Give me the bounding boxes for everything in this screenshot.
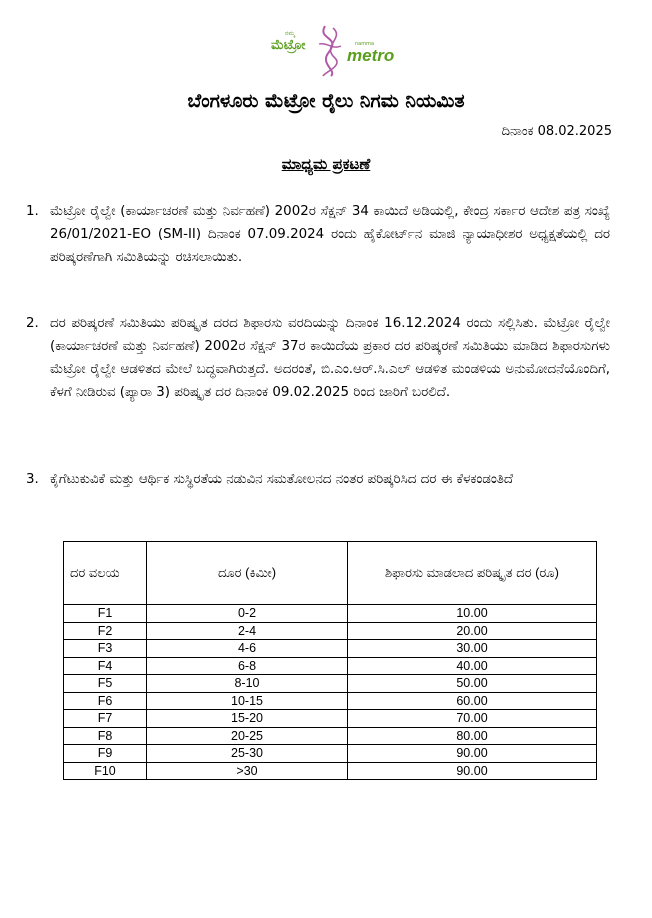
logo-english-small: namma xyxy=(355,41,375,47)
fare-cell: 40.00 xyxy=(348,657,597,675)
distance-cell: 2-4 xyxy=(147,622,348,640)
fare-zone-cell: F8 xyxy=(64,727,147,745)
document-date: ದಿನಾಂಕ 08.02.2025 xyxy=(501,124,612,139)
fare-zone-cell: F1 xyxy=(64,605,147,623)
table-row xyxy=(64,605,597,623)
paragraph-text: ಮೆಟ್ರೋ ರೈಲ್ವೇ (ಕಾರ್ಯಾಚರಣೆ ಮತ್ತು ನಿರ್ವಹಣೆ) 2002ರ ಸೆಕ್ಷನ್ 34 ಕಾಯಿದೆ ಅಡಿಯಲ್ಲಿ, ಕೇಂದ್ರ ಸರ್ಕಾರ ಆದೇಶ ಪತ್ರ ಸಂಖ್ಯೆ 26/01/2021-EO (SM-II) ದಿನಾಂಕ 07.09.2024 ರಂದು ಹೈಕೋರ್ಟ್‌ನ ಮಾಜಿ ನ್ಯಾಯಾಧೀಶರ ಅಧ್ಯಕ್ಷತೆಯಲ್ಲಿ ದರ ಪರಿಷ್ಕರಣೆಗಾಗಿ ಸಮಿತಿಯನ್ನು ರಚಿಸಲಾಯಿತು. xyxy=(50,204,610,265)
header-distance: ದೂರ (ಕಿಮೀ) xyxy=(147,542,348,605)
logo-english-main: metro xyxy=(347,46,395,65)
distance-cell: 25-30 xyxy=(147,745,348,763)
fare-table xyxy=(63,541,597,780)
press-release-heading: ಮಾಧ್ಯಮ ಪ್ರಕಟಣೆ xyxy=(281,155,371,173)
paragraph-text: ದರ ಪರಿಷ್ಕರಣೆ ಸಮಿತಿಯು ಪರಿಷ್ಕೃತ ದರದ ಶಿಫಾರಸು ವರದಿಯನ್ನು ದಿನಾಂಕ 16.12.2024 ರಂದು ಸಲ್ಲಿಸಿತು. ಮೆಟ್ರೋ ರೈಲ್ವೇ (ಕಾರ್ಯಾಚರಣೆ ಮತ್ತು ನಿರ್ವಹಣೆ) 2002ರ ಸೆಕ್ಷನ್ 37ರ ಕಾಯಿದೆಯ ಪ್ರಕಾರ ದರ ಪರಿಷ್ಕರಣೆ ಸಮಿತಿಯು ಮಾಡಿದ ಶಿಫಾರಸುಗಳು ಮೆಟ್ರೋ ರೈಲ್ವೇ ಆಡಳಿತದ ಮೇಲೆ ಬದ್ಧವಾಗಿರುತ್ತದೆ. ಅದರಂತೆ, ಬಿ.ಎಂ.ಆರ್.ಸಿ.ಎಲ್ ಆಡಳಿತ ಮಂಡಳಿಯ ಅನುಮೋದನೆಯೊಂದಿಗೆ, ಕೆಳಗೆ ನೀಡಿರುವ (ಪ್ಯಾರಾ 3) ಪರಿಷ್ಕೃತ ದರ ದಿನಾಂಕ 09.02.2025 ರಿಂದ ಜಾರಿಗೆ ಬರಲಿದೆ. xyxy=(50,316,610,400)
paragraph-1 xyxy=(26,200,610,269)
fare-cell: 80.00 xyxy=(348,727,597,745)
table-row xyxy=(64,622,597,640)
distance-cell: 15-20 xyxy=(147,710,348,728)
fare-zone-cell: F6 xyxy=(64,692,147,710)
fare-zone-cell: F3 xyxy=(64,640,147,658)
table-row xyxy=(64,710,597,728)
distance-cell: 20-25 xyxy=(147,727,348,745)
fare-zone-cell: F4 xyxy=(64,657,147,675)
table-row xyxy=(64,745,597,763)
table-row xyxy=(64,640,597,658)
table-header-row xyxy=(64,542,597,605)
fare-zone-cell: F2 xyxy=(64,622,147,640)
logo-kannada-small: ನಮ್ಮ xyxy=(285,30,295,37)
fare-zone-cell: F7 xyxy=(64,710,147,728)
fare-zone-cell: F5 xyxy=(64,675,147,693)
fare-cell: 10.00 xyxy=(348,605,597,623)
fare-cell: 70.00 xyxy=(348,710,597,728)
fare-zone-cell: F9 xyxy=(64,745,147,763)
paragraph-number: 3. xyxy=(26,472,39,487)
fare-zone-cell: F10 xyxy=(64,762,147,780)
table-row xyxy=(64,762,597,780)
fare-cell: 20.00 xyxy=(348,622,597,640)
distance-cell: 8-10 xyxy=(147,675,348,693)
paragraph-3 xyxy=(26,468,610,491)
table-row xyxy=(64,727,597,745)
paragraph-2 xyxy=(26,312,610,404)
fare-cell: 50.00 xyxy=(348,675,597,693)
namma-metro-logo xyxy=(265,22,405,84)
distance-cell: 4-6 xyxy=(147,640,348,658)
fare-cell: 30.00 xyxy=(348,640,597,658)
distance-cell: 10-15 xyxy=(147,692,348,710)
paragraph-number: 1. xyxy=(26,204,39,219)
distance-cell: 0-2 xyxy=(147,605,348,623)
paragraph-text: ಕೈಗೆಟುಕುವಿಕೆ ಮತ್ತು ಆರ್ಥಿಕ ಸುಸ್ಥಿರತೆಯ ನಡುವಿನ ಸಮತೋಲನದ ನಂತರ ಪರಿಷ್ಕರಿಸಿದ ದರ ಈ ಕೆಳಕಂಡಂತಿದೆ xyxy=(50,472,514,487)
page-title: ಬೆಂಗಳೂರು ಮೆಟ್ರೋ ರೈಲು ನಿಗಮ ನಿಯಮಿತ xyxy=(187,90,465,112)
logo-kannada-main: ಮೆಟ್ರೋ xyxy=(271,38,306,53)
fare-cell: 90.00 xyxy=(348,745,597,763)
distance-cell: 6-8 xyxy=(147,657,348,675)
table-row xyxy=(64,675,597,693)
fare-cell: 90.00 xyxy=(348,762,597,780)
table-row xyxy=(64,657,597,675)
logo-swirl-icon xyxy=(311,22,351,78)
table-row xyxy=(64,692,597,710)
paragraph-number: 2. xyxy=(26,316,39,331)
fare-cell: 60.00 xyxy=(348,692,597,710)
distance-cell: >30 xyxy=(147,762,348,780)
header-fare-zone: ದರ ವಲಯ xyxy=(64,542,147,605)
header-revised-fare: ಶಿಫಾರಸು ಮಾಡಲಾದ ಪರಿಷ್ಕೃತ ದರ (ರೂ) xyxy=(348,542,597,605)
